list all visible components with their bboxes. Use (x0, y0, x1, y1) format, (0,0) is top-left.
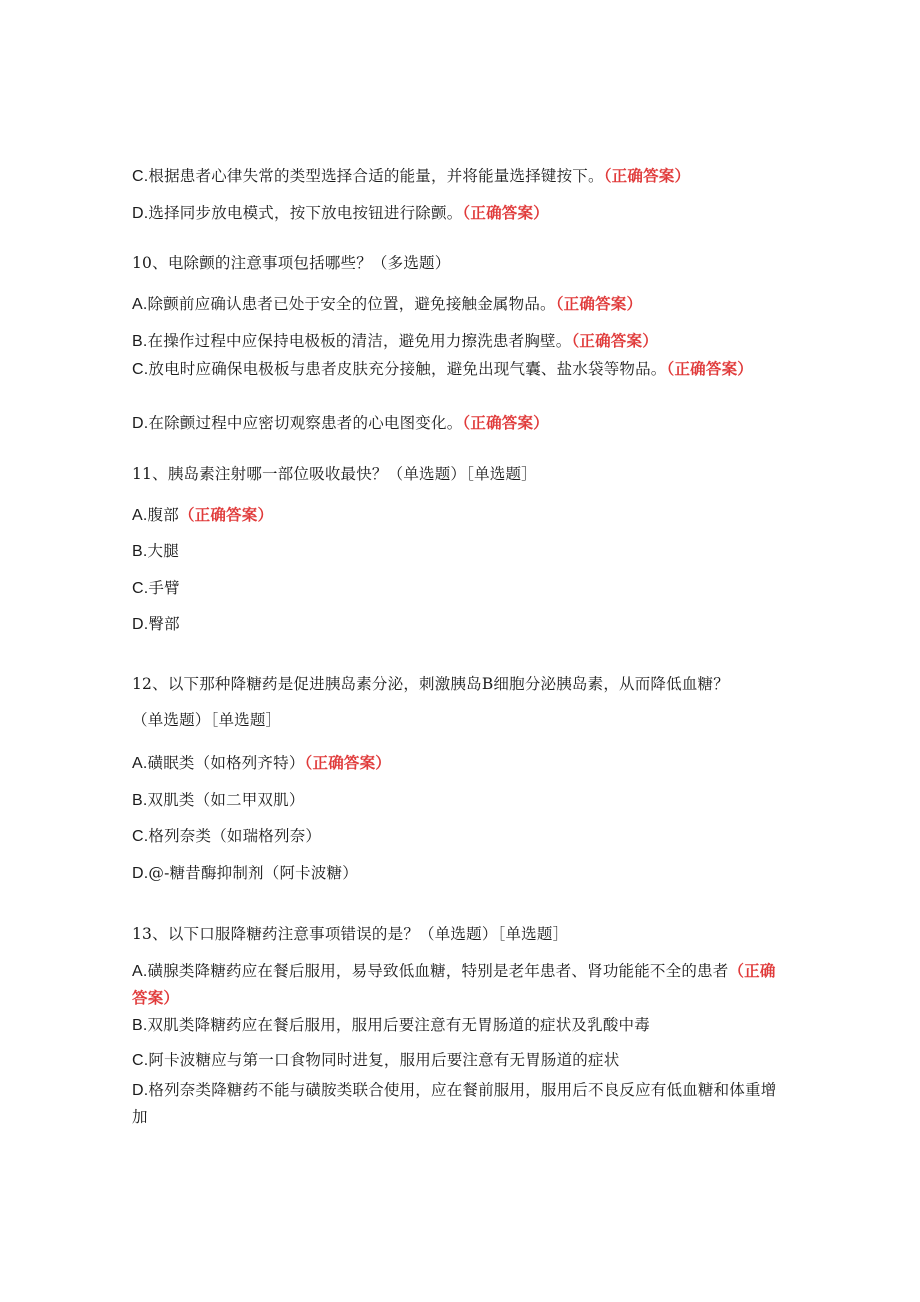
option-text: 选择同步放电模式，按下放电按钮进行除颤。 (148, 204, 463, 222)
option-label: D. (132, 865, 149, 882)
option-text: 格列奈类（如瑞格列奈） (148, 827, 322, 845)
option-text: 除颤前应确认患者已处于安全的位置，避免接触金属物品。 (147, 295, 556, 313)
option-label: A. (132, 296, 148, 313)
option-label: B. (132, 333, 148, 350)
q13-option-d (132, 1077, 782, 1130)
option-text: 放电时应确保电极板与患者皮肤充分接触，避免出现气囊、盐水袋等物品。 (148, 360, 667, 378)
q10-option-b (132, 328, 782, 355)
option-label: D. (132, 616, 149, 633)
correct-answer-mark: （正确答案） (603, 167, 691, 185)
option-text: 双肌类降糖药应在餐后服用，服用后要注意有无胃肠道的症状及乳酸中毒 (147, 1016, 650, 1034)
correct-answer-mark: （正确答案） (178, 506, 274, 524)
option-text: 腹部 (147, 506, 179, 524)
option-label: C. (132, 361, 149, 378)
q13-option-b (132, 1012, 782, 1039)
option-text: 格列奈类降糖药不能与磺胺类联合使用，应在餐前服用，服用后不良反应有低血糖和体重增加 (132, 1081, 777, 1126)
correct-answer-mark: （正确答案） (666, 360, 753, 378)
q12-option-b (132, 787, 782, 814)
q11-option-b (132, 538, 782, 565)
option-text: 根据患者心律失常的类型选择合适的能量，并将能量选择键按下。 (148, 167, 604, 185)
q11-option-a (132, 502, 782, 529)
option-text: 大腿 (147, 542, 179, 560)
option-label: A. (132, 963, 148, 980)
q13-question: 13、以下口服降糖药注意事项错误的是？（单选题）［单选题］ (132, 925, 569, 943)
option-text: @-糖昔酶抑制剂（阿卡波糖） (148, 864, 358, 882)
q12-question-line1: 12、以下那种降糖药是促进胰岛素分泌，刺激胰岛B细胞分泌胰岛素，从而降低血糖？ (132, 675, 729, 693)
q10-option-a (132, 291, 782, 318)
correct-answer-mark: （正确答案） (132, 962, 776, 1007)
option-label: C. (132, 580, 149, 597)
option-text: 磺眠类（如格列齐特） (147, 754, 305, 772)
correct-answer-mark: （正确答案） (571, 332, 658, 350)
q12-option-a (132, 750, 782, 777)
option-text: 阿卡波糖应与第一口食物同时进复，服用后要注意有无胃肠道的症状 (148, 1051, 620, 1069)
option-text: 在除颤过程中应密切观察患者的心电图变化。 (148, 414, 463, 432)
q12-option-d (132, 860, 782, 887)
correct-answer-mark: （正确答案） (462, 414, 549, 432)
q10-question: 10、电除颤的注意事项包括哪些？（多选题） (132, 254, 451, 272)
option-text: 手臂 (148, 579, 180, 597)
option-label: A. (132, 755, 148, 772)
q10-option-c (132, 356, 782, 383)
q13-option-c (132, 1047, 782, 1074)
correct-answer-mark: （正确答案） (462, 204, 549, 222)
option-label: C. (132, 828, 149, 845)
option-label: D. (132, 1082, 149, 1099)
q12-option-c (132, 823, 782, 850)
option-label: D. (132, 205, 149, 222)
option-label: B. (132, 792, 148, 809)
q9-option-c (132, 163, 782, 190)
q9-option-d (132, 200, 782, 227)
correct-answer-mark: （正确答案） (304, 754, 391, 772)
q11-question: 11、胰岛素注射哪一部位吸收最快？（单选题）［单选题］ (132, 465, 537, 483)
option-label: B. (132, 543, 148, 560)
q10-option-d (132, 410, 782, 437)
option-label: D. (132, 415, 149, 432)
option-label: C. (132, 168, 149, 185)
option-text: 在操作过程中应保持电极板的清洁，避免用力擦洗患者胸壁。 (147, 332, 572, 350)
option-label: A. (132, 507, 148, 524)
q11-option-c (132, 575, 782, 602)
option-text: 臀部 (148, 615, 180, 633)
option-label: B. (132, 1017, 148, 1034)
q11-option-d (132, 611, 782, 638)
correct-answer-mark: （正确答案） (555, 295, 643, 313)
q13-option-a (132, 958, 782, 1011)
option-label: C. (132, 1052, 149, 1069)
q12-question-line2: （单选题）［单选题］ (132, 711, 282, 729)
option-text: 双肌类（如二甲双肌） (147, 791, 305, 809)
option-text: 磺腺类降糖药应在餐后服用，易导致低血糖，特别是老年患者、肾功能能不全的患者 (147, 962, 729, 980)
